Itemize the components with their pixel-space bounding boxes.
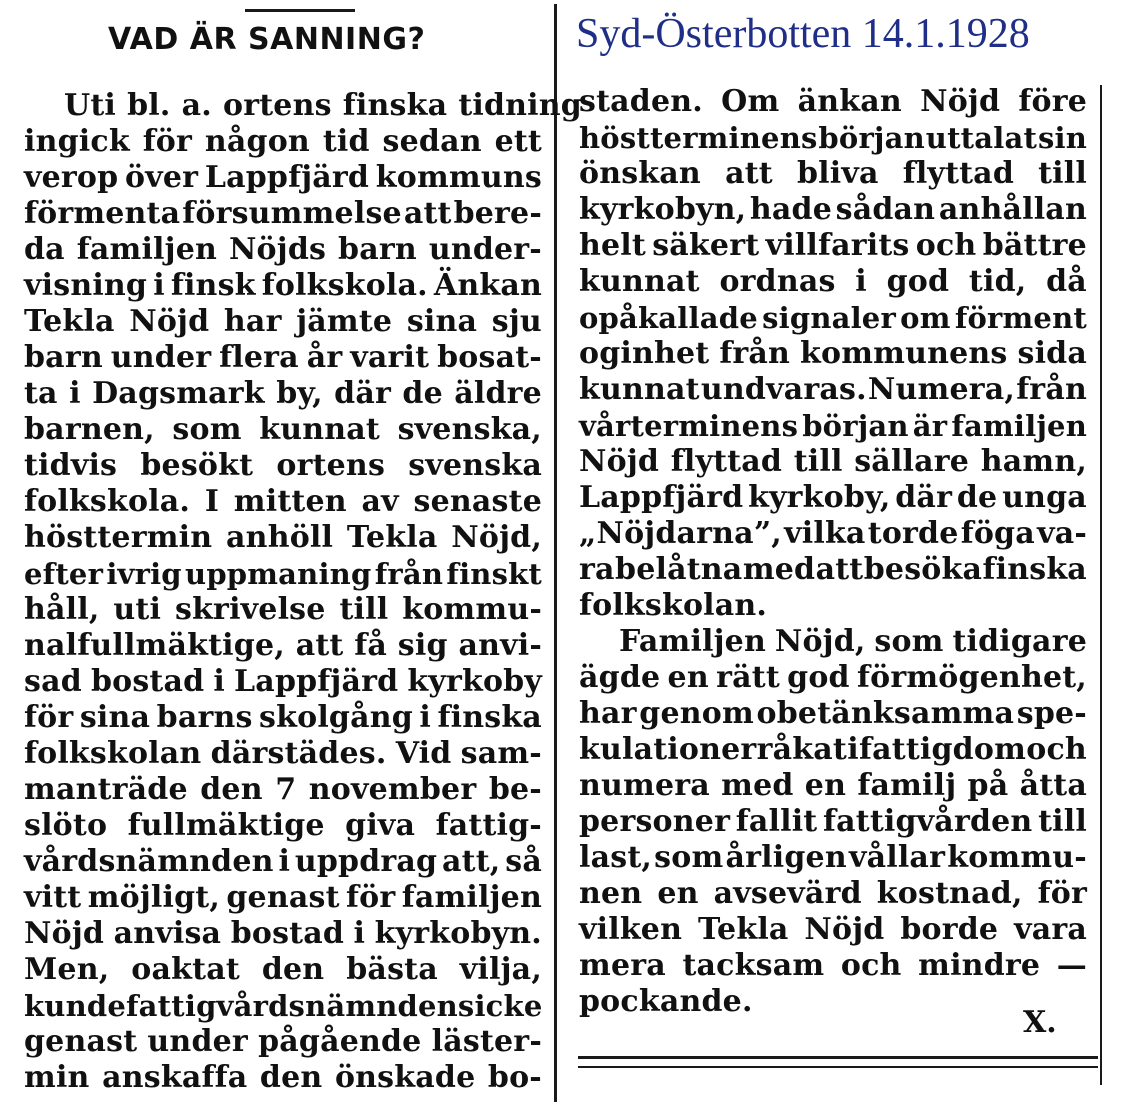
text-line: opåkallade signaler om förment	[579, 301, 1087, 335]
text-line: manträde den 7 november be-	[24, 772, 542, 807]
text-line: ta i Dagsmark by, där de äldre	[24, 376, 542, 411]
text-line: personer fallit fattigvården till	[579, 804, 1087, 839]
text-line: kunde fattigvårdsnämndens icke	[24, 989, 543, 1023]
text-line: min anskaffa den önskade bo-	[24, 1060, 542, 1095]
text-line: höstterminens början uttalat sin	[579, 121, 1087, 155]
text-line: folkskolan.	[579, 588, 768, 623]
text-line: vitt möjligt, genast för familjen	[24, 880, 542, 915]
title-top-rule	[245, 9, 355, 12]
right-edge-rule	[1100, 85, 1102, 1085]
text-line: visning i finsk folkskola. Änkan	[24, 268, 542, 303]
text-line: barn under flera år varit bosat-	[24, 340, 542, 375]
text-line: kunnat ordnas i god tid, då	[579, 264, 1087, 299]
article-title: VAD ÄR SANNING?	[108, 22, 426, 57]
text-line: nen en avsevärd kostnad, för	[579, 876, 1087, 911]
text-line: tidvis besökt ortens svenska	[24, 448, 542, 483]
text-line: för sina barns skolgång i finska	[24, 700, 542, 735]
text-line: vilken Tekla Nöjd borde vara	[579, 912, 1087, 947]
text-line: sad bostad i Lappfjärd kyrkoby	[24, 664, 542, 699]
end-rule-top	[578, 1056, 1098, 1059]
text-line: vårterminens början är familjen	[579, 409, 1087, 443]
text-line: Familjen Nöjd, som tidigare	[619, 624, 1087, 659]
text-line: kyrkobyn, hade sådan anhållan	[579, 192, 1087, 227]
text-line: efter ivrig uppmaning från finskt	[24, 557, 542, 591]
text-line: ra belåtna med att besöka finska	[579, 552, 1087, 587]
end-rule-bottom	[578, 1066, 1098, 1068]
text-line: ingick för någon tid sedan ett	[24, 124, 542, 159]
text-line: Nöjd anvisa bostad i kyrkobyn.	[24, 916, 542, 951]
text-line: kulationer råkat i fattigdom och	[579, 732, 1087, 767]
text-line: da familjen Nöjds barn under-	[24, 232, 542, 267]
text-line: har genom obetänksamma spe-	[579, 696, 1087, 731]
text-line: helt säkert villfarits och bättre	[579, 228, 1087, 263]
text-line: Uti bl. a. ortens finska tidning	[64, 88, 582, 123]
text-line: oginhet från kommunens sida	[579, 336, 1087, 371]
text-line: folkskola. I mitten av senaste	[24, 484, 542, 519]
author-signature: X.	[1023, 1005, 1057, 1040]
text-line: „Nöjdarna”, vilka torde föga va-	[579, 516, 1087, 551]
text-line: håll, uti skrivelse till kommu-	[24, 592, 542, 627]
source-caption: Syd-Österbotten 14.1.1928	[576, 11, 1030, 57]
text-line: genast under pågående läster-	[24, 1024, 542, 1059]
text-line: hösttermin anhöll Tekla Nöjd,	[24, 520, 542, 555]
text-line: vårdsnämnden i uppdrag att, så	[24, 844, 542, 879]
column-divider	[554, 4, 557, 1102]
text-line: numera med en familj på åtta	[579, 768, 1087, 803]
text-line: nalfullmäktige, att få sig anvi-	[24, 628, 542, 663]
text-line: staden. Om änkan Nöjd före	[579, 84, 1087, 119]
text-line: last, som årligen vållar kommu-	[579, 840, 1087, 875]
text-line: barnen, som kunnat svenska,	[24, 412, 542, 447]
text-line: ägde en rätt god förmögenhet,	[579, 660, 1087, 695]
text-line: pockande.	[579, 984, 753, 1019]
text-line: mera tacksam och mindre —	[579, 948, 1087, 983]
text-line: Tekla Nöjd har jämte sina sju	[24, 304, 542, 339]
text-line: slöto fullmäktige giva fattig-	[24, 808, 542, 843]
text-line: förmenta försummelse att bere-	[24, 196, 542, 231]
text-line: folkskolan därstädes. Vid sam-	[24, 736, 542, 771]
text-line: Nöjd flyttad till sällare hamn,	[579, 444, 1087, 479]
text-line: önskan att bliva flyttad till	[579, 156, 1087, 191]
text-line: kunnat undvaras. Numera, från	[579, 372, 1087, 407]
text-line: Men, oaktat den bästa vilja,	[24, 952, 542, 987]
text-line: verop över Lappfjärd kommuns	[24, 160, 542, 195]
text-line: Lappfjärd kyrkoby, där de unga	[579, 480, 1087, 515]
